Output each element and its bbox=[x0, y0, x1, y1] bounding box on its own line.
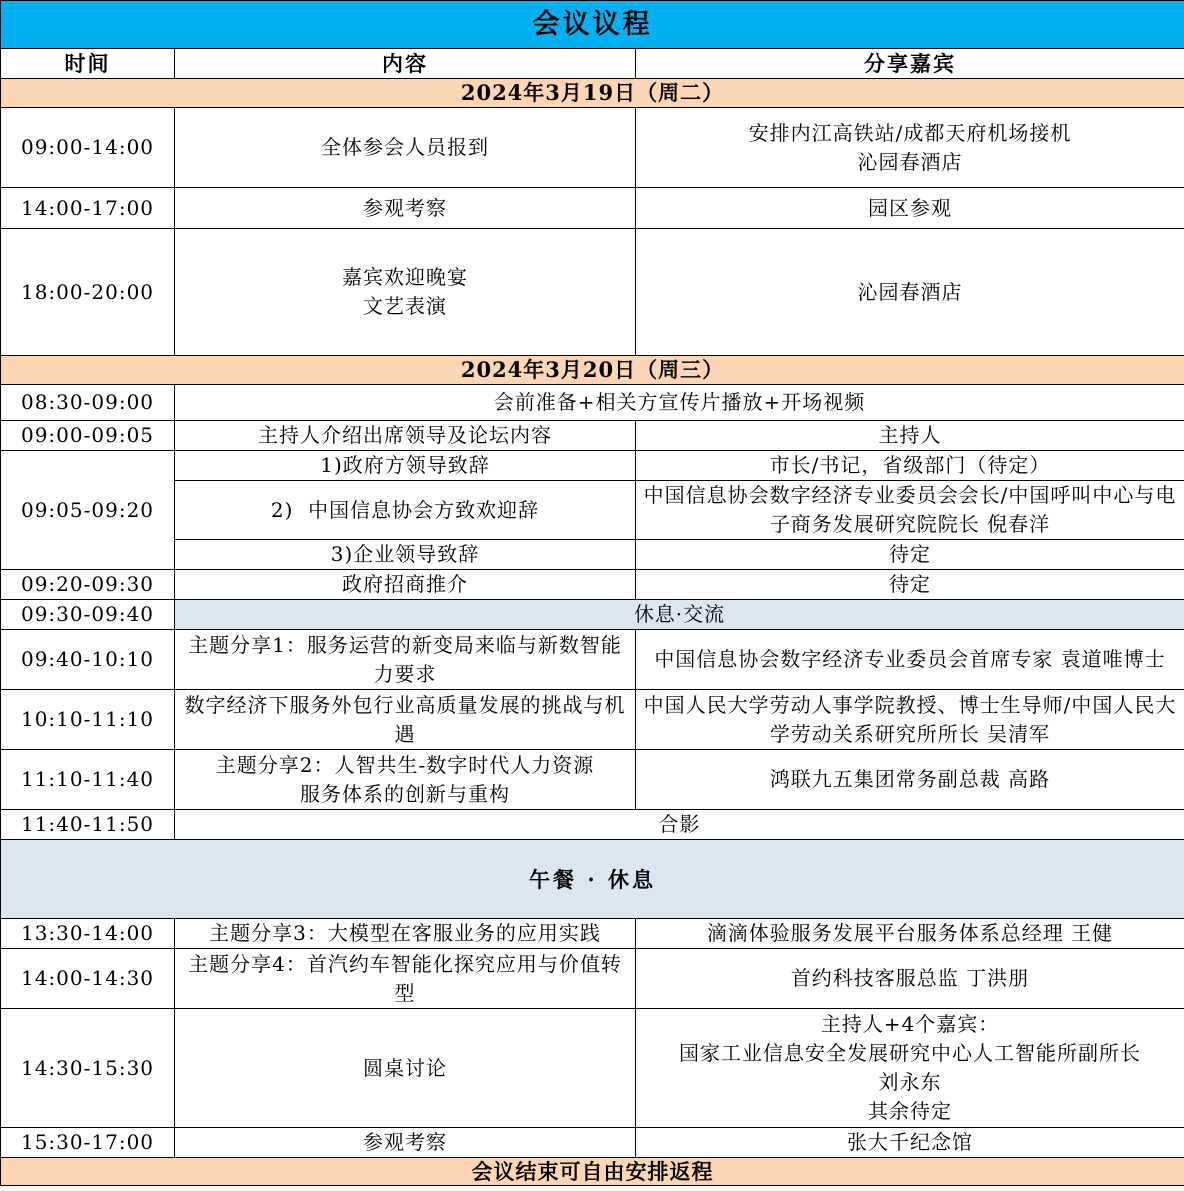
content-cell: 主题分享1：服务运营的新变局来临与新数智能力要求 bbox=[175, 630, 636, 690]
time-cell: 09:00-09:05 bbox=[1, 421, 175, 451]
speaker-cell: 中国信息协会数字经济专业委员会首席专家 袁道唯博士 bbox=[636, 630, 1184, 690]
time-cell: 15:30-17:00 bbox=[1, 1128, 175, 1158]
table-row bbox=[1, 750, 1184, 810]
speaker-cell: 市长/书记，省级部门（待定） bbox=[636, 451, 1184, 481]
footer-row: 会议结束可自由安排返程 bbox=[1, 1158, 1184, 1186]
speaker-cell: 安排内江高铁站/成都天府机场接机 沁园春酒店 bbox=[636, 108, 1184, 188]
table-row bbox=[1, 919, 1184, 949]
time-cell: 14:00-17:00 bbox=[1, 188, 175, 229]
header-time: 时间 bbox=[1, 49, 175, 79]
content-cell: 参观考察 bbox=[175, 188, 636, 229]
content-cell: 参观考察 bbox=[175, 1128, 636, 1158]
table-row bbox=[1, 810, 1184, 840]
table-row bbox=[1, 385, 1184, 421]
content-cell: 主题分享4：首汽约车智能化探究应用与价值转型 bbox=[175, 949, 636, 1009]
table-row bbox=[1, 1009, 1184, 1128]
break-cell: 休息·交流 bbox=[175, 600, 1184, 630]
speaker-cell: 首约科技客服总监 丁洪朋 bbox=[636, 949, 1184, 1009]
time-cell: 09:05-09:20 bbox=[1, 451, 175, 570]
content-cell: 嘉宾欢迎晚宴 文艺表演 bbox=[175, 229, 636, 356]
time-cell: 18:00-20:00 bbox=[1, 229, 175, 356]
table-row bbox=[1, 600, 1184, 630]
speaker-cell: 待定 bbox=[636, 570, 1184, 600]
table-row bbox=[1, 949, 1184, 1009]
speaker-cell: 张大千纪念馆 bbox=[636, 1128, 1184, 1158]
content-cell: 政府招商推介 bbox=[175, 570, 636, 600]
table-row bbox=[1, 1128, 1184, 1158]
content-cell: 主题分享2：人智共生-数字时代人力资源 服务体系的创新与重构 bbox=[175, 750, 636, 810]
time-cell: 09:00-14:00 bbox=[1, 108, 175, 188]
content-cell: 圆桌讨论 bbox=[175, 1009, 636, 1128]
time-cell: 09:40-10:10 bbox=[1, 630, 175, 690]
time-cell: 14:00-14:30 bbox=[1, 949, 175, 1009]
day1-date-row: 2024年3月19日（周二） bbox=[1, 79, 1184, 108]
header-content: 内容 bbox=[175, 49, 636, 79]
speaker-cell: 待定 bbox=[636, 540, 1184, 570]
time-cell: 09:20-09:30 bbox=[1, 570, 175, 600]
speaker-cell: 中国信息协会数字经济专业委员会会长/中国呼叫中心与电子商务发展研究院院长 倪春洋 bbox=[636, 481, 1184, 540]
time-cell: 13:30-14:00 bbox=[1, 919, 175, 949]
table-row bbox=[1, 570, 1184, 600]
content-cell: 3)企业领导致辞 bbox=[175, 540, 636, 570]
day2-date-row: 2024年3月20日（周三） bbox=[1, 356, 1184, 385]
speaker-cell: 滴滴体验服务发展平台服务体系总经理 王健 bbox=[636, 919, 1184, 949]
speaker-cell: 主持人+4个嘉宾： 国家工业信息安全发展研究中心人工智能所副所长 刘永东 其余待定 bbox=[636, 1009, 1184, 1128]
speaker-cell: 主持人 bbox=[636, 421, 1184, 451]
table-row bbox=[1, 540, 1184, 570]
table-row bbox=[1, 481, 1184, 540]
time-cell: 11:40-11:50 bbox=[1, 810, 175, 840]
content-cell: 1)政府方领导致辞 bbox=[175, 451, 636, 481]
speaker-cell: 沁园春酒店 bbox=[636, 229, 1184, 356]
content-cell: 主持人介绍出席领导及论坛内容 bbox=[175, 421, 636, 451]
time-cell: 14:30-15:30 bbox=[1, 1009, 175, 1128]
table-row bbox=[1, 188, 1184, 229]
content-cell: 全体参会人员报到 bbox=[175, 108, 636, 188]
time-cell: 10:10-11:10 bbox=[1, 690, 175, 750]
table-row bbox=[1, 229, 1184, 356]
speaker-cell: 园区参观 bbox=[636, 188, 1184, 229]
table-row bbox=[1, 630, 1184, 690]
content-cell: 合影 bbox=[175, 810, 1184, 840]
speaker-cell: 鸿联九五集团常务副总裁 高路 bbox=[636, 750, 1184, 810]
content-cell: 2) 中国信息协会方致欢迎辞 bbox=[175, 481, 636, 540]
content-cell: 会前准备+相关方宣传片播放+开场视频 bbox=[175, 385, 1184, 421]
table-row bbox=[1, 690, 1184, 750]
content-cell: 数字经济下服务外包行业高质量发展的挑战与机遇 bbox=[175, 690, 636, 750]
header-speaker: 分享嘉宾 bbox=[636, 49, 1184, 79]
agenda-title: 会议议程 bbox=[1, 1, 1184, 49]
lunch-break-row: 午餐 · 休息 bbox=[1, 840, 1184, 919]
time-cell: 11:10-11:40 bbox=[1, 750, 175, 810]
time-cell: 09:30-09:40 bbox=[1, 600, 175, 630]
table-row bbox=[1, 451, 1184, 481]
content-cell: 主题分享3：大模型在客服业务的应用实践 bbox=[175, 919, 636, 949]
table-row bbox=[1, 108, 1184, 188]
time-cell: 08:30-09:00 bbox=[1, 385, 175, 421]
table-row bbox=[1, 421, 1184, 451]
speaker-cell: 中国人民大学劳动人事学院教授、博士生导师/中国人民大学劳动关系研究所所长 吴清军 bbox=[636, 690, 1184, 750]
